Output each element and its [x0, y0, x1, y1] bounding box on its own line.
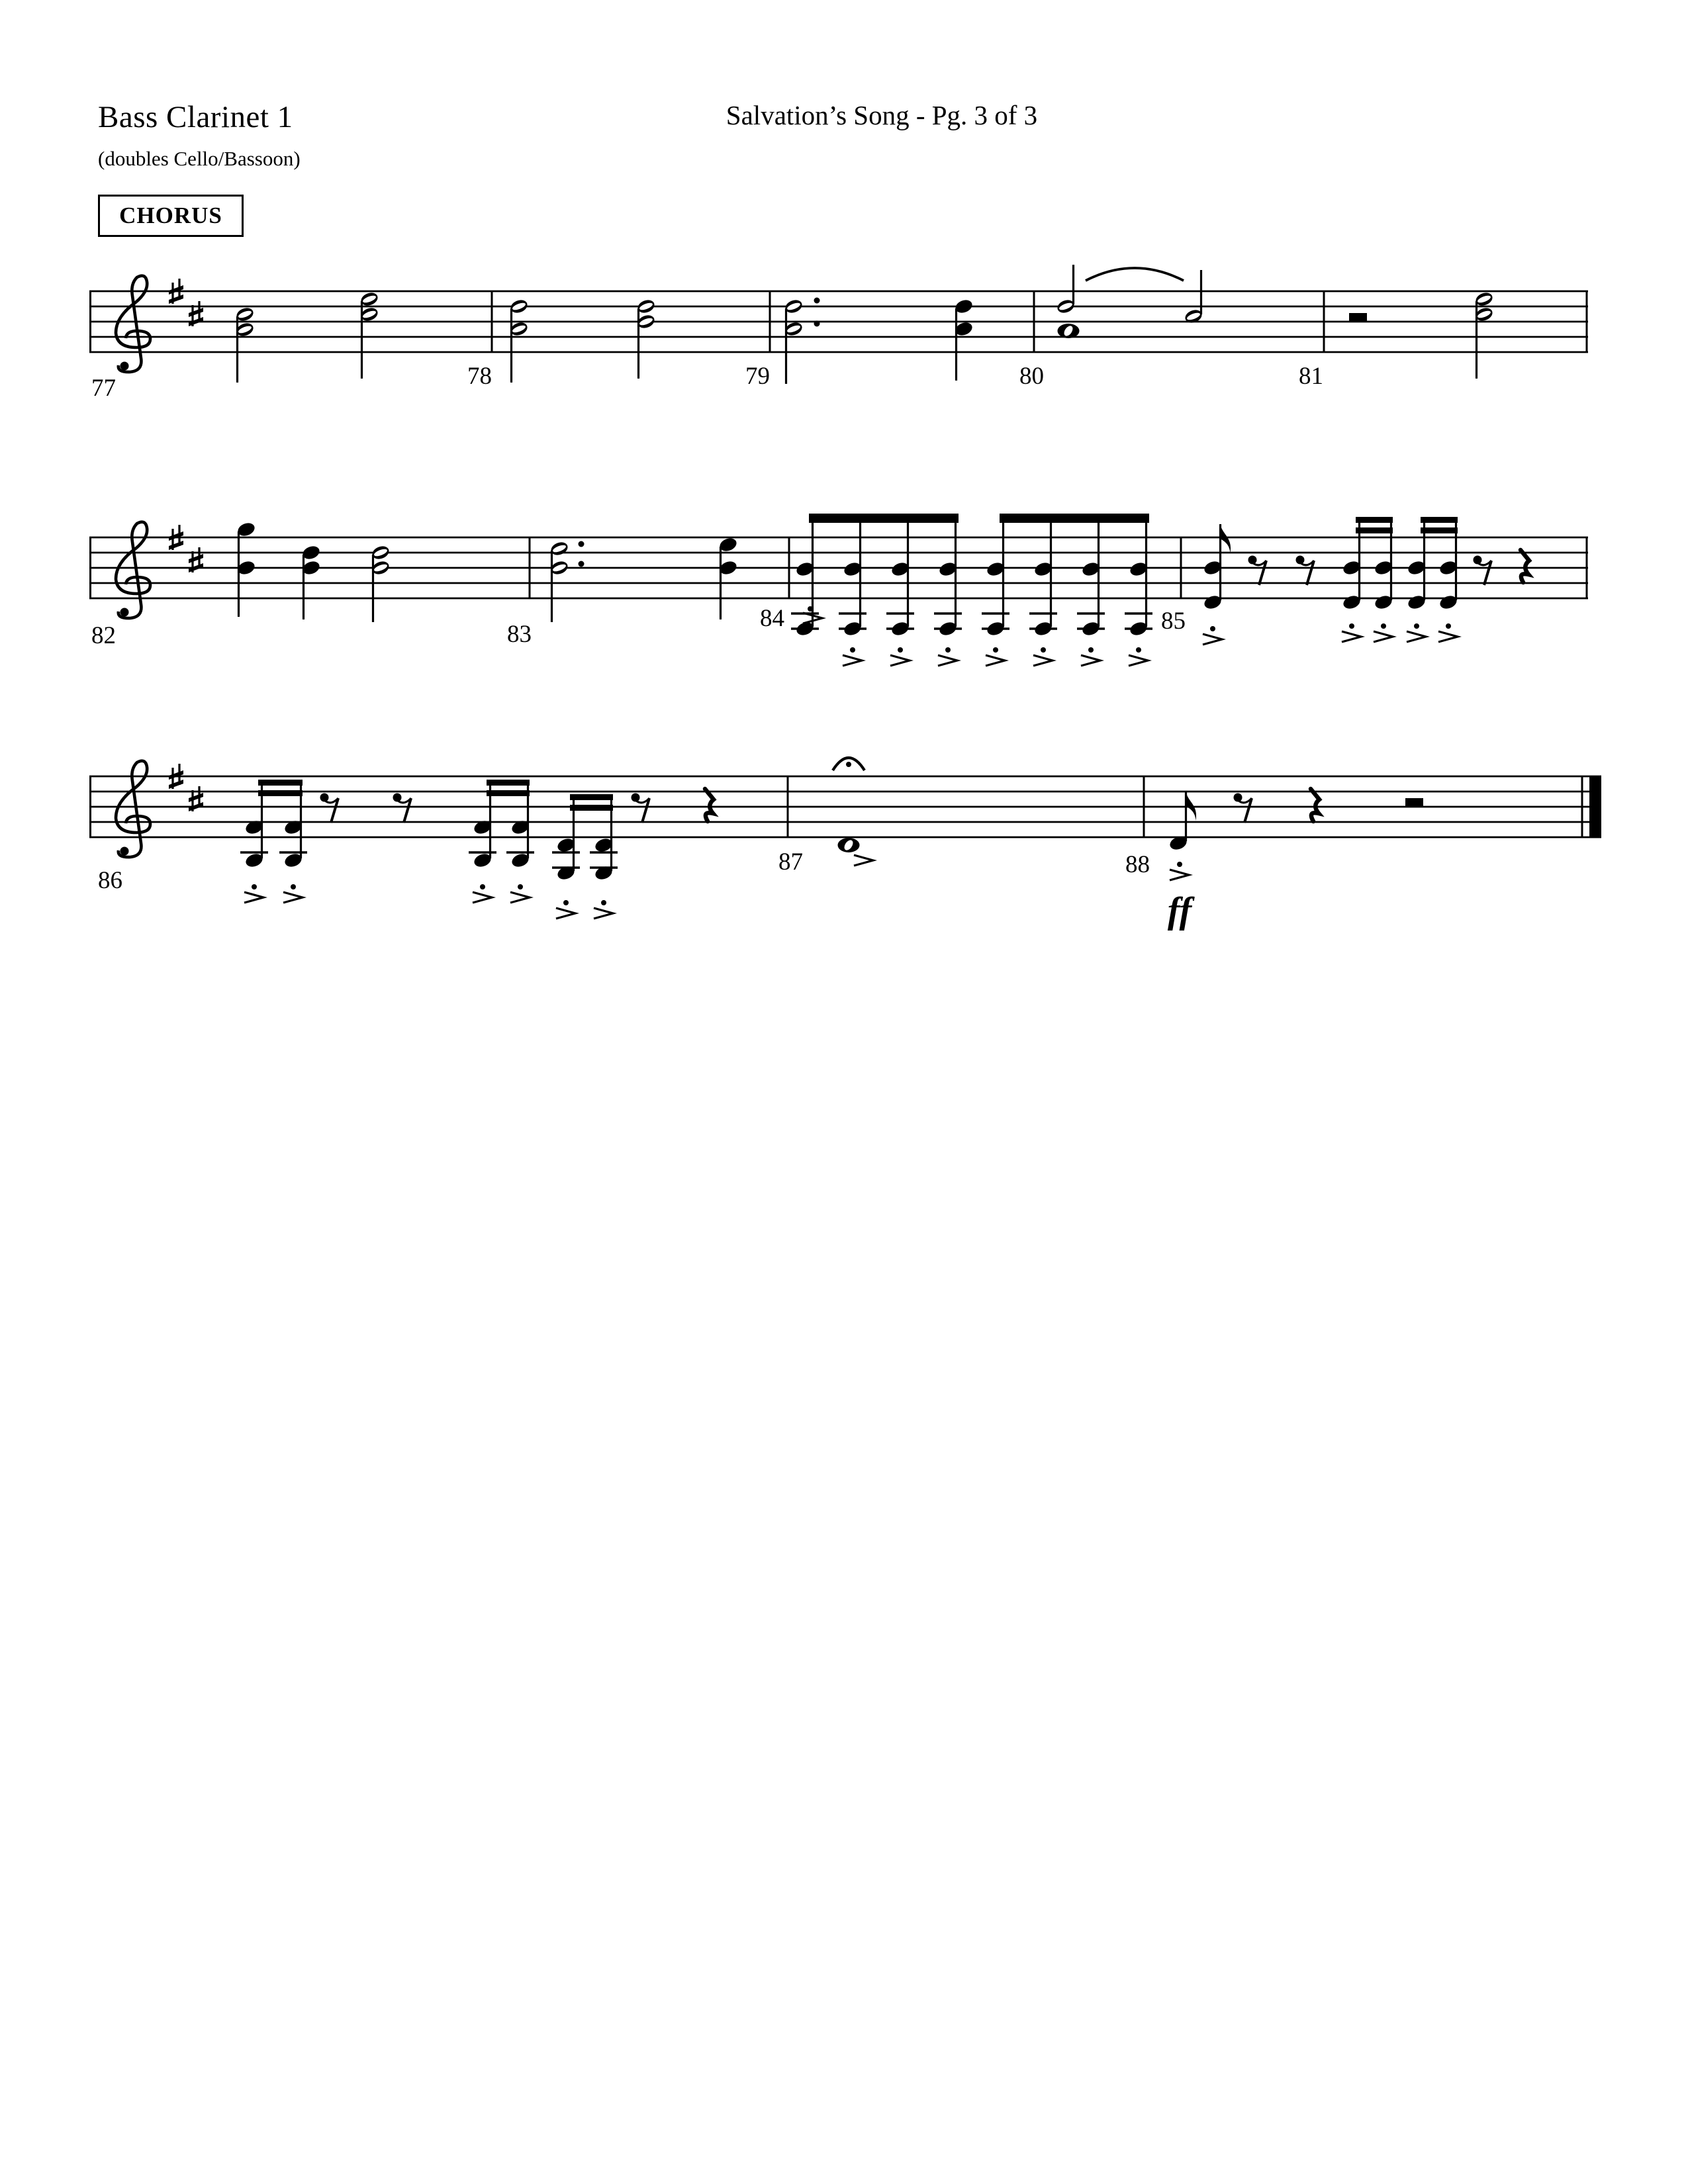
accent-mark — [1438, 631, 1458, 642]
beam — [570, 794, 613, 800]
accent-mark — [510, 892, 530, 903]
song-title-page-number: Salvation’s Song - Pg. 3 of 3 — [726, 100, 1038, 130]
measure-number: 88 — [1125, 851, 1150, 878]
beam — [258, 780, 303, 786]
measure-number: 86 — [98, 867, 122, 894]
measure-number: 82 — [91, 622, 116, 649]
staccato-dot — [1446, 623, 1451, 629]
staccato-dot — [993, 647, 998, 653]
accent-mark — [1203, 634, 1222, 645]
system-measures-77-81 — [89, 265, 1588, 402]
beam — [487, 780, 530, 786]
accent-mark — [244, 892, 263, 903]
measure-number: 83 — [507, 621, 532, 648]
staccato-dot — [898, 647, 903, 653]
accent-mark — [473, 892, 492, 903]
accent-mark — [556, 908, 575, 919]
beam — [1356, 527, 1393, 533]
accent-mark — [1129, 655, 1148, 666]
treble-clef-icon — [120, 608, 129, 617]
measure-number: 79 — [745, 363, 770, 390]
accent-mark — [938, 655, 957, 666]
sharp-icon — [189, 308, 203, 317]
measure-number: 80 — [1019, 363, 1044, 390]
accent-mark — [843, 655, 862, 666]
measure-number: 78 — [467, 363, 492, 390]
beam — [487, 790, 530, 796]
accent-mark — [1342, 631, 1361, 642]
accent-mark — [283, 892, 303, 903]
treble-clef-icon — [120, 362, 129, 371]
staccato-dot — [291, 884, 296, 889]
quarter-rest — [1521, 550, 1529, 582]
sharp-icon — [189, 563, 203, 572]
sharp-icon — [169, 541, 183, 550]
accent-mark — [1170, 870, 1189, 880]
accent-mark — [986, 655, 1005, 666]
treble-clef-icon — [118, 522, 147, 618]
half-rest — [1349, 313, 1367, 322]
quarter-rest — [705, 789, 714, 821]
quarter-rest — [1311, 789, 1319, 821]
accent-mark — [594, 908, 613, 919]
beam — [1000, 514, 1149, 523]
augmentation-dot — [814, 321, 820, 327]
beam — [258, 790, 303, 796]
instrument-doubling-note: (doubles Cello/Bassoon) — [98, 147, 301, 170]
sharp-icon — [189, 802, 203, 811]
sharp-icon — [169, 531, 183, 541]
measure-number: 81 — [1299, 363, 1323, 390]
augmentation-dot — [579, 561, 585, 567]
measure-number: 87 — [778, 848, 803, 876]
staccato-dot — [945, 647, 951, 653]
tie-slur — [1086, 268, 1184, 281]
beam — [1421, 517, 1458, 523]
staccato-dot — [1088, 647, 1094, 653]
sharp-icon — [169, 295, 183, 304]
augmentation-dot — [814, 298, 820, 304]
accent-mark — [1081, 655, 1100, 666]
rehearsal-section-label: CHORUS — [119, 203, 222, 228]
accent-mark — [854, 855, 873, 866]
staccato-dot — [480, 884, 485, 889]
half-rest — [1405, 798, 1423, 807]
staccato-dot — [1414, 623, 1419, 629]
staccato-dot — [1210, 626, 1215, 631]
augmentation-dot — [579, 541, 585, 547]
treble-clef-icon — [118, 276, 147, 372]
dynamic-marking: ff — [1167, 890, 1192, 931]
system-measures-82-85 — [89, 514, 1588, 666]
staccato-dot — [1136, 647, 1141, 653]
staccato-dot — [808, 606, 813, 612]
staccato-dot — [1381, 623, 1386, 629]
sharp-icon — [169, 780, 183, 789]
sharp-icon — [189, 317, 203, 326]
accent-mark — [890, 655, 910, 666]
staccato-dot — [563, 900, 569, 905]
staccato-dot — [1349, 623, 1354, 629]
measure-number: 85 — [1161, 608, 1186, 635]
system-measures-86-88 — [89, 758, 1601, 931]
measure-number: 77 — [91, 375, 116, 402]
beam — [809, 514, 959, 523]
instrument-name: Bass Clarinet 1 — [98, 100, 293, 134]
staccato-dot — [1041, 647, 1046, 653]
treble-clef-icon — [120, 847, 129, 856]
fermata-dot — [846, 762, 851, 767]
sharp-icon — [189, 554, 203, 563]
staccato-dot — [252, 884, 257, 889]
staccato-dot — [601, 900, 606, 905]
beam — [1421, 527, 1458, 533]
treble-clef-icon — [118, 761, 147, 857]
eighth-flag — [1221, 524, 1231, 553]
accent-mark — [1407, 631, 1426, 642]
staccato-dot — [850, 647, 855, 653]
sharp-icon — [189, 793, 203, 802]
measure-number: 84 — [760, 605, 784, 632]
sharp-icon — [169, 285, 183, 295]
final-barline-thick — [1589, 776, 1601, 837]
beam — [570, 805, 613, 811]
staccato-dot — [518, 884, 523, 889]
beam — [1356, 517, 1393, 523]
accent-mark — [1374, 631, 1393, 642]
sharp-icon — [169, 770, 183, 780]
staccato-dot — [1177, 862, 1182, 867]
accent-mark — [1033, 655, 1053, 666]
